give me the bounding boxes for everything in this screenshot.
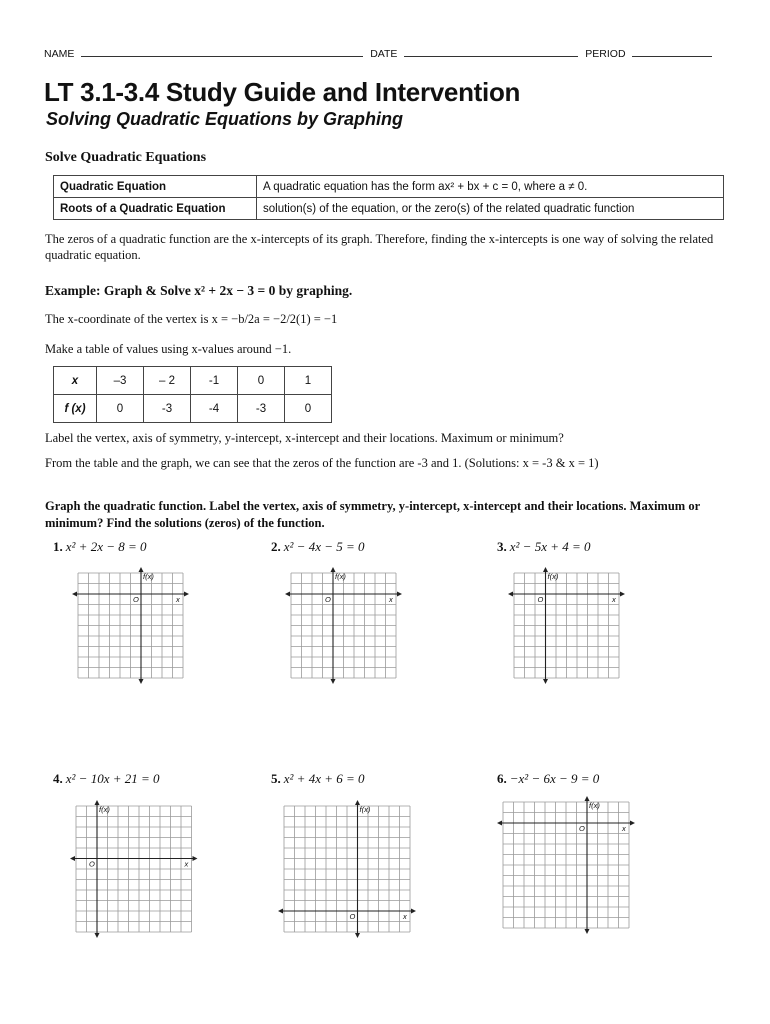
problem-equation: x² − 10x + 21 = 0: [65, 771, 160, 786]
fx-value: 0: [285, 395, 332, 423]
problem-4: [53, 771, 160, 787]
table-row: [54, 176, 724, 198]
problem-2: [271, 539, 365, 555]
date-label: DATE: [370, 48, 398, 60]
y-axis-arrow-down: [139, 679, 144, 684]
x-value: –3: [97, 367, 144, 395]
table-row: [54, 198, 724, 220]
problem-equation: x² − 4x − 5 = 0: [283, 539, 365, 554]
x-axis-arrow-left: [70, 856, 75, 861]
values-table: [53, 366, 332, 423]
origin-label: O: [349, 912, 356, 921]
problem-equation: x² + 4x + 6 = 0: [283, 771, 365, 786]
problem-1: [53, 539, 147, 555]
fx-axis-label: f(x): [589, 801, 600, 810]
definitions-table: [53, 175, 724, 220]
coordinate-grid-3[interactable]: [508, 567, 625, 684]
origin-label: O: [325, 595, 331, 604]
problem-equation: x² + 2x − 8 = 0: [65, 539, 147, 554]
definition-text: A quadratic equation has the form ax² + bx + c = 0, where a ≠ 0.: [257, 176, 724, 198]
x-axis-arrow-right: [630, 821, 635, 826]
name-label: NAME: [44, 48, 75, 60]
fx-axis-label: f(x): [335, 572, 346, 581]
x-axis-label: x: [184, 859, 189, 869]
table-intro: Make a table of values using x-values around −1.: [45, 342, 292, 356]
fx-axis-label: f(x): [99, 805, 110, 814]
section-heading: Solve Quadratic Equations: [45, 150, 207, 165]
problem-number: 6.: [497, 771, 507, 786]
date-blank[interactable]: [404, 47, 578, 57]
y-axis-arrow-down: [543, 679, 548, 684]
origin-label: O: [537, 595, 544, 604]
y-axis-arrow-down: [331, 679, 336, 684]
problem-number: 1.: [53, 539, 63, 554]
problem-5: [271, 771, 365, 787]
table-row: [54, 395, 332, 423]
x-axis-arrow-right: [620, 592, 625, 597]
x-axis-arrow-left: [497, 821, 502, 826]
problem-number: 2.: [271, 539, 281, 554]
x-value: 0: [238, 367, 285, 395]
grid-body: [70, 800, 198, 938]
grid-body: [497, 796, 635, 934]
example-conclusion: From the table and the graph, we can see that the zeros of the function are -3 and 1. (Solutions: x = -3 & x = 1): [45, 456, 599, 470]
student-info-header: [44, 47, 734, 60]
grid-body: [508, 567, 625, 684]
definition-term: Roots of a Quadratic Equation: [54, 198, 257, 220]
coordinate-grid-2[interactable]: [285, 567, 402, 684]
example-heading: Example: Graph & Solve x² + 2x − 3 = 0 by graphing.: [45, 283, 353, 298]
problem-number: 3.: [497, 539, 507, 554]
x-header: x: [54, 367, 97, 395]
origin-label: O: [133, 595, 139, 604]
fx-axis-label: f(x): [547, 572, 559, 581]
x-axis-arrow-left: [72, 592, 77, 597]
vertex-line: The x-coordinate of the vertex is x = −b/2a = −2/2(1) = −1: [45, 312, 338, 326]
fx-axis-label: f(x): [143, 572, 154, 581]
x-value: 1: [285, 367, 332, 395]
definition-term: Quadratic Equation: [54, 176, 257, 198]
x-axis-label: x: [389, 595, 393, 604]
x-axis-arrow-left: [508, 592, 513, 597]
problem-number: 5.: [271, 771, 281, 786]
problem-3: [497, 539, 591, 555]
grid-body: [285, 567, 402, 684]
x-axis-arrow-left: [278, 909, 283, 914]
x-axis-label: x: [612, 595, 616, 604]
fx-value: -4: [191, 395, 238, 423]
x-axis-arrow-right: [397, 592, 402, 597]
fx-value: 0: [97, 395, 144, 423]
x-axis-arrow-left: [285, 592, 290, 597]
coordinate-grid-1[interactable]: [72, 567, 189, 684]
zeros-paragraph: The zeros of a quadratic function are the x-intercepts of its graph. Therefore, finding the x-intercepts is one way of solving the related quadratic equation.: [45, 232, 714, 262]
y-axis-arrow-down: [355, 933, 360, 938]
fx-value: -3: [238, 395, 285, 423]
x-value: -1: [191, 367, 238, 395]
name-blank[interactable]: [81, 47, 363, 57]
label-instruction: Label the vertex, axis of symmetry, y-intercept, x-intercept and their locations. Maximum or minimum?: [45, 431, 564, 445]
graphing-instructions: Graph the quadratic function. Label the vertex, axis of symmetry, y-intercept, x-intercept and their locations. Maximum or minimum? Find the solutions (zeros) of the function.: [45, 499, 700, 530]
origin-label: O: [579, 824, 585, 833]
period-blank[interactable]: [632, 47, 712, 57]
grid-body: [72, 567, 189, 684]
fx-axis-label: f(x): [359, 805, 371, 814]
problem-number: 4.: [53, 771, 63, 786]
problem-equation: x² − 5x + 4 = 0: [509, 539, 591, 554]
problem-equation: −x² − 6x − 9 = 0: [509, 771, 600, 786]
coordinate-grid-5[interactable]: [278, 800, 416, 938]
page-subtitle: Solving Quadratic Equations by Graphing: [46, 109, 404, 129]
x-axis-arrow-right: [193, 856, 198, 861]
y-axis-arrow-down: [95, 933, 100, 938]
grid-body: [278, 800, 416, 938]
definition-text: solution(s) of the equation, or the zero(s) of the related quadratic function: [257, 198, 724, 220]
origin-label: O: [89, 859, 95, 869]
page-title: LT 3.1-3.4 Study Guide and Intervention: [44, 77, 521, 107]
fx-header: f (x): [54, 395, 97, 423]
x-axis-label: x: [622, 824, 626, 833]
period-label: PERIOD: [585, 48, 626, 60]
x-axis-arrow-right: [411, 909, 416, 914]
x-value: – 2: [144, 367, 191, 395]
x-axis-arrow-right: [184, 592, 189, 597]
coordinate-grid-4[interactable]: [70, 800, 198, 938]
table-row: [54, 367, 332, 395]
x-axis-label: x: [176, 595, 180, 604]
x-axis-label: x: [403, 912, 407, 921]
problem-6: [497, 771, 599, 787]
fx-value: -3: [144, 395, 191, 423]
coordinate-grid-6[interactable]: [497, 796, 635, 934]
y-axis-arrow-down: [585, 929, 590, 934]
